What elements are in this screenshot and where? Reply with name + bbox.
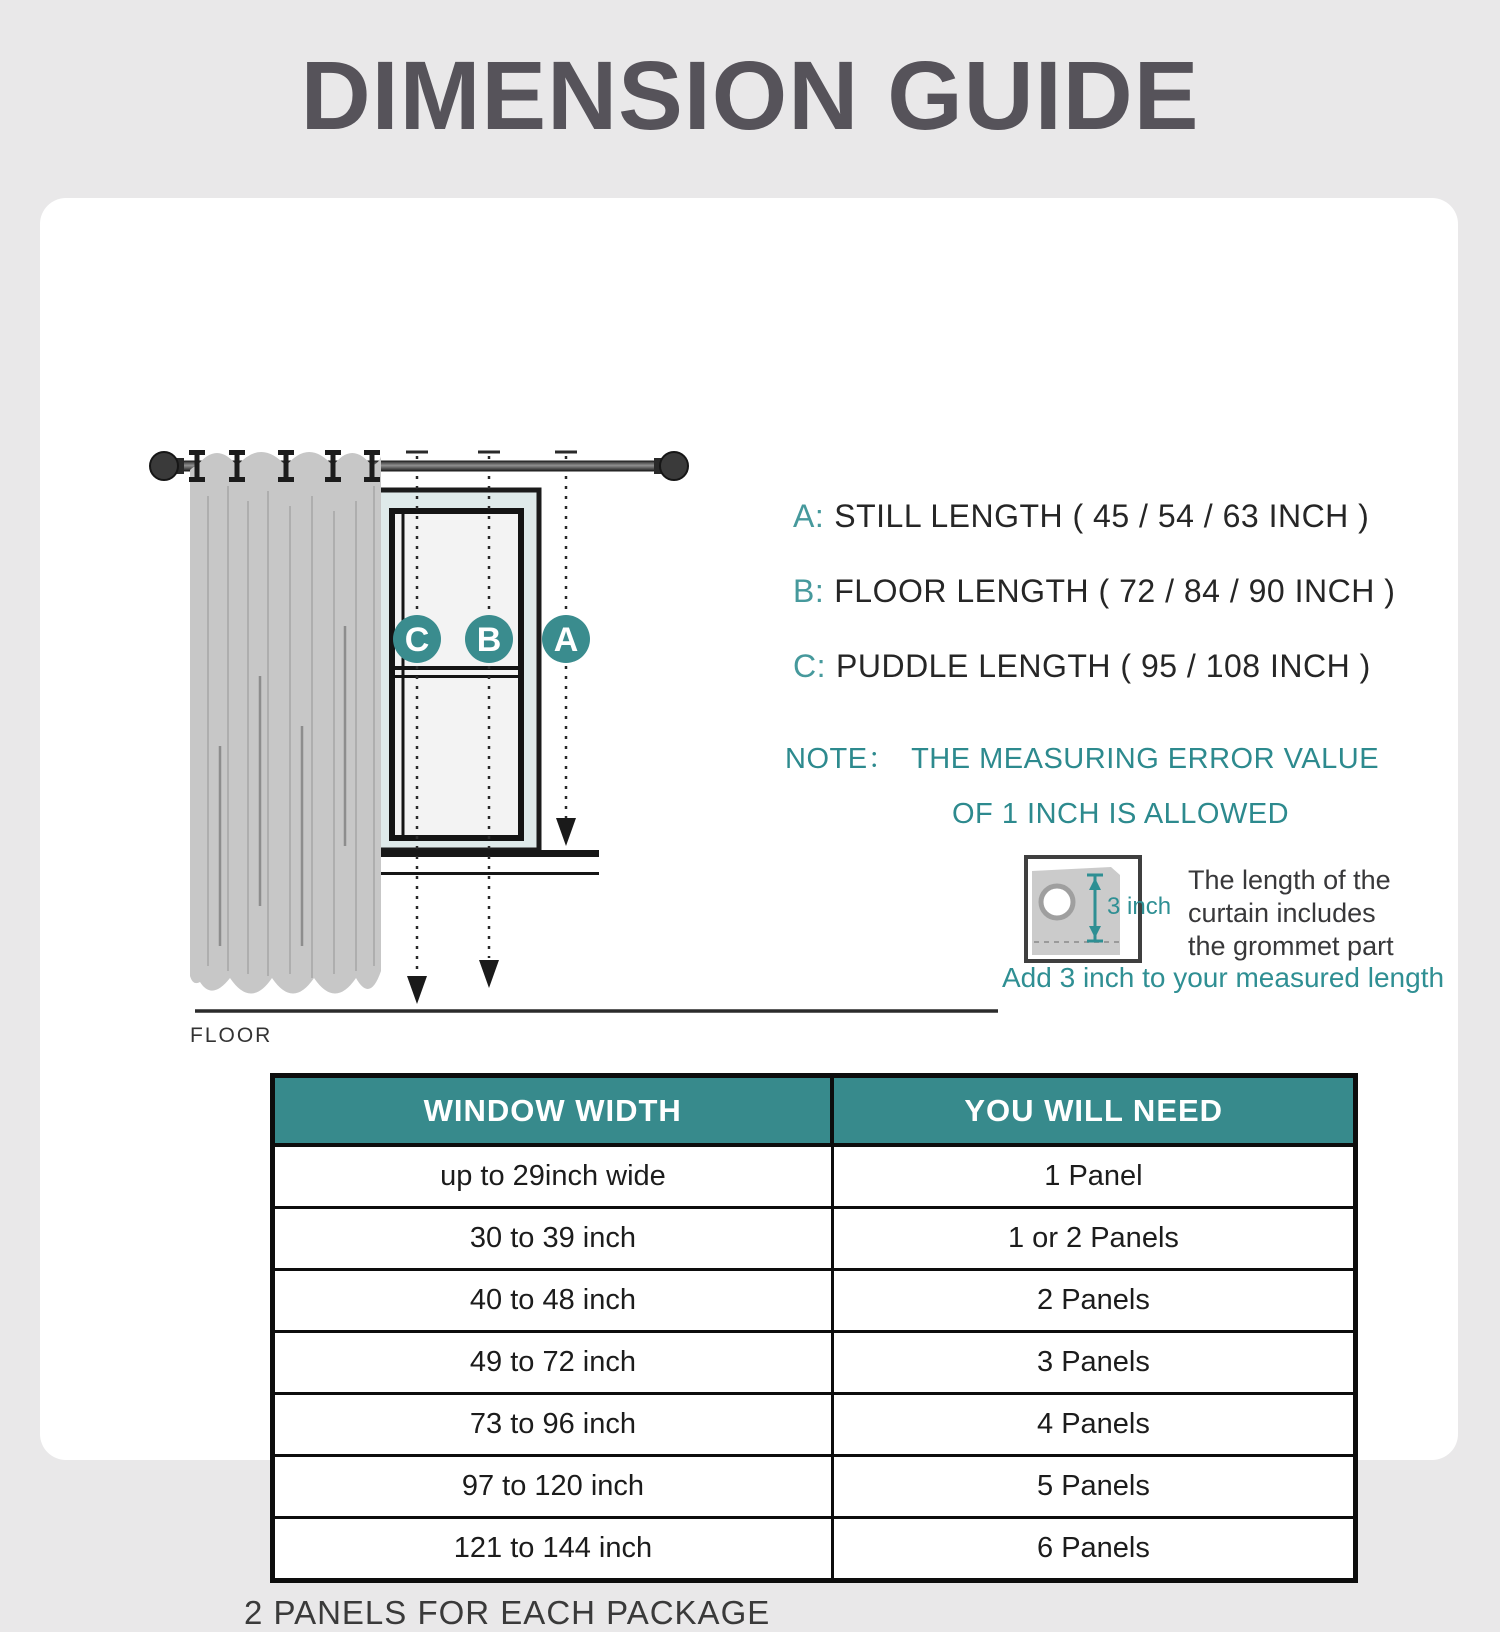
marker-c-label: C bbox=[404, 621, 430, 659]
spec-text-b: FLOOR LENGTH ( 72 / 84 / 90 INCH ) bbox=[834, 573, 1396, 609]
table-row bbox=[273, 1456, 1356, 1518]
panels-table bbox=[270, 1073, 1358, 1583]
note-line1 bbox=[785, 736, 1379, 777]
spec-text-c: PUDDLE LENGTH ( 95 / 108 INCH ) bbox=[836, 648, 1371, 684]
grommet-desc-line2: curtain includes bbox=[1188, 898, 1376, 928]
cell-window-width: 73 to 96 inch bbox=[273, 1394, 833, 1456]
rod-finial-right bbox=[660, 452, 688, 480]
cell-panels-needed: 4 Panels bbox=[832, 1394, 1355, 1456]
three-inch-label: 3 inch bbox=[1107, 893, 1172, 920]
cell-panels-needed: 5 Panels bbox=[832, 1456, 1355, 1518]
spec-text-a: STILL LENGTH ( 45 / 54 / 63 INCH ) bbox=[834, 498, 1370, 534]
cell-window-width: 97 to 120 inch bbox=[273, 1456, 833, 1518]
spec-floor-length bbox=[793, 573, 1395, 648]
length-specs bbox=[793, 498, 1395, 723]
measuring-note bbox=[785, 736, 1379, 831]
spec-key-c: C: bbox=[793, 648, 826, 684]
grommet-hole bbox=[1041, 886, 1073, 918]
grommet-description bbox=[1188, 864, 1394, 963]
marker-b-label: B bbox=[476, 621, 502, 659]
page-title: DIMENSION GUIDE bbox=[300, 41, 1200, 150]
marker-a-label: A bbox=[553, 621, 579, 659]
spec-still-length bbox=[793, 498, 1395, 573]
note-label: NOTE： bbox=[785, 743, 898, 775]
cell-panels-needed: 1 or 2 Panels bbox=[832, 1208, 1355, 1270]
cell-window-width: 40 to 48 inch bbox=[273, 1270, 833, 1332]
add-length-tip: Add 3 inch to your measured length bbox=[1002, 962, 1445, 993]
note-line2: OF 1 INCH IS ALLOWED bbox=[952, 798, 1290, 830]
header-window-width: WINDOW WIDTH bbox=[273, 1076, 833, 1146]
spec-puddle-length bbox=[793, 648, 1395, 723]
cell-window-width: 30 to 39 inch bbox=[273, 1208, 833, 1270]
measurement-markers bbox=[393, 615, 590, 663]
cell-panels-needed: 3 Panels bbox=[832, 1332, 1355, 1394]
curtain-panel bbox=[189, 450, 381, 994]
table-row bbox=[273, 1208, 1356, 1270]
cell-panels-needed: 2 Panels bbox=[832, 1270, 1355, 1332]
cell-panels-needed: 6 Panels bbox=[832, 1518, 1355, 1581]
cell-panels-needed: 1 Panel bbox=[832, 1145, 1355, 1208]
table-header-row bbox=[273, 1076, 1356, 1146]
note-text1: THE MEASURING ERROR VALUE bbox=[911, 743, 1380, 775]
cell-window-width: up to 29inch wide bbox=[273, 1145, 833, 1208]
cell-window-width: 49 to 72 inch bbox=[273, 1332, 833, 1394]
rod-finial-left bbox=[150, 452, 178, 480]
spec-key-b: B: bbox=[793, 573, 825, 609]
table-row bbox=[273, 1518, 1356, 1581]
content-card bbox=[40, 198, 1458, 1631]
table-row bbox=[273, 1332, 1356, 1394]
grommet-desc-line1: The length of the bbox=[1188, 865, 1391, 895]
table-row bbox=[273, 1394, 1356, 1456]
table-row bbox=[273, 1270, 1356, 1332]
table-row bbox=[273, 1145, 1356, 1208]
grommet-desc-line3: the grommet part bbox=[1188, 931, 1394, 961]
spec-key-a: A: bbox=[793, 498, 825, 534]
cell-window-width: 121 to 144 inch bbox=[273, 1518, 833, 1581]
floor-label: FLOOR bbox=[190, 1024, 273, 1047]
package-footnote: 2 PANELS FOR EACH PACKAGE bbox=[244, 1594, 771, 1631]
header-you-will-need: YOU WILL NEED bbox=[832, 1076, 1355, 1146]
